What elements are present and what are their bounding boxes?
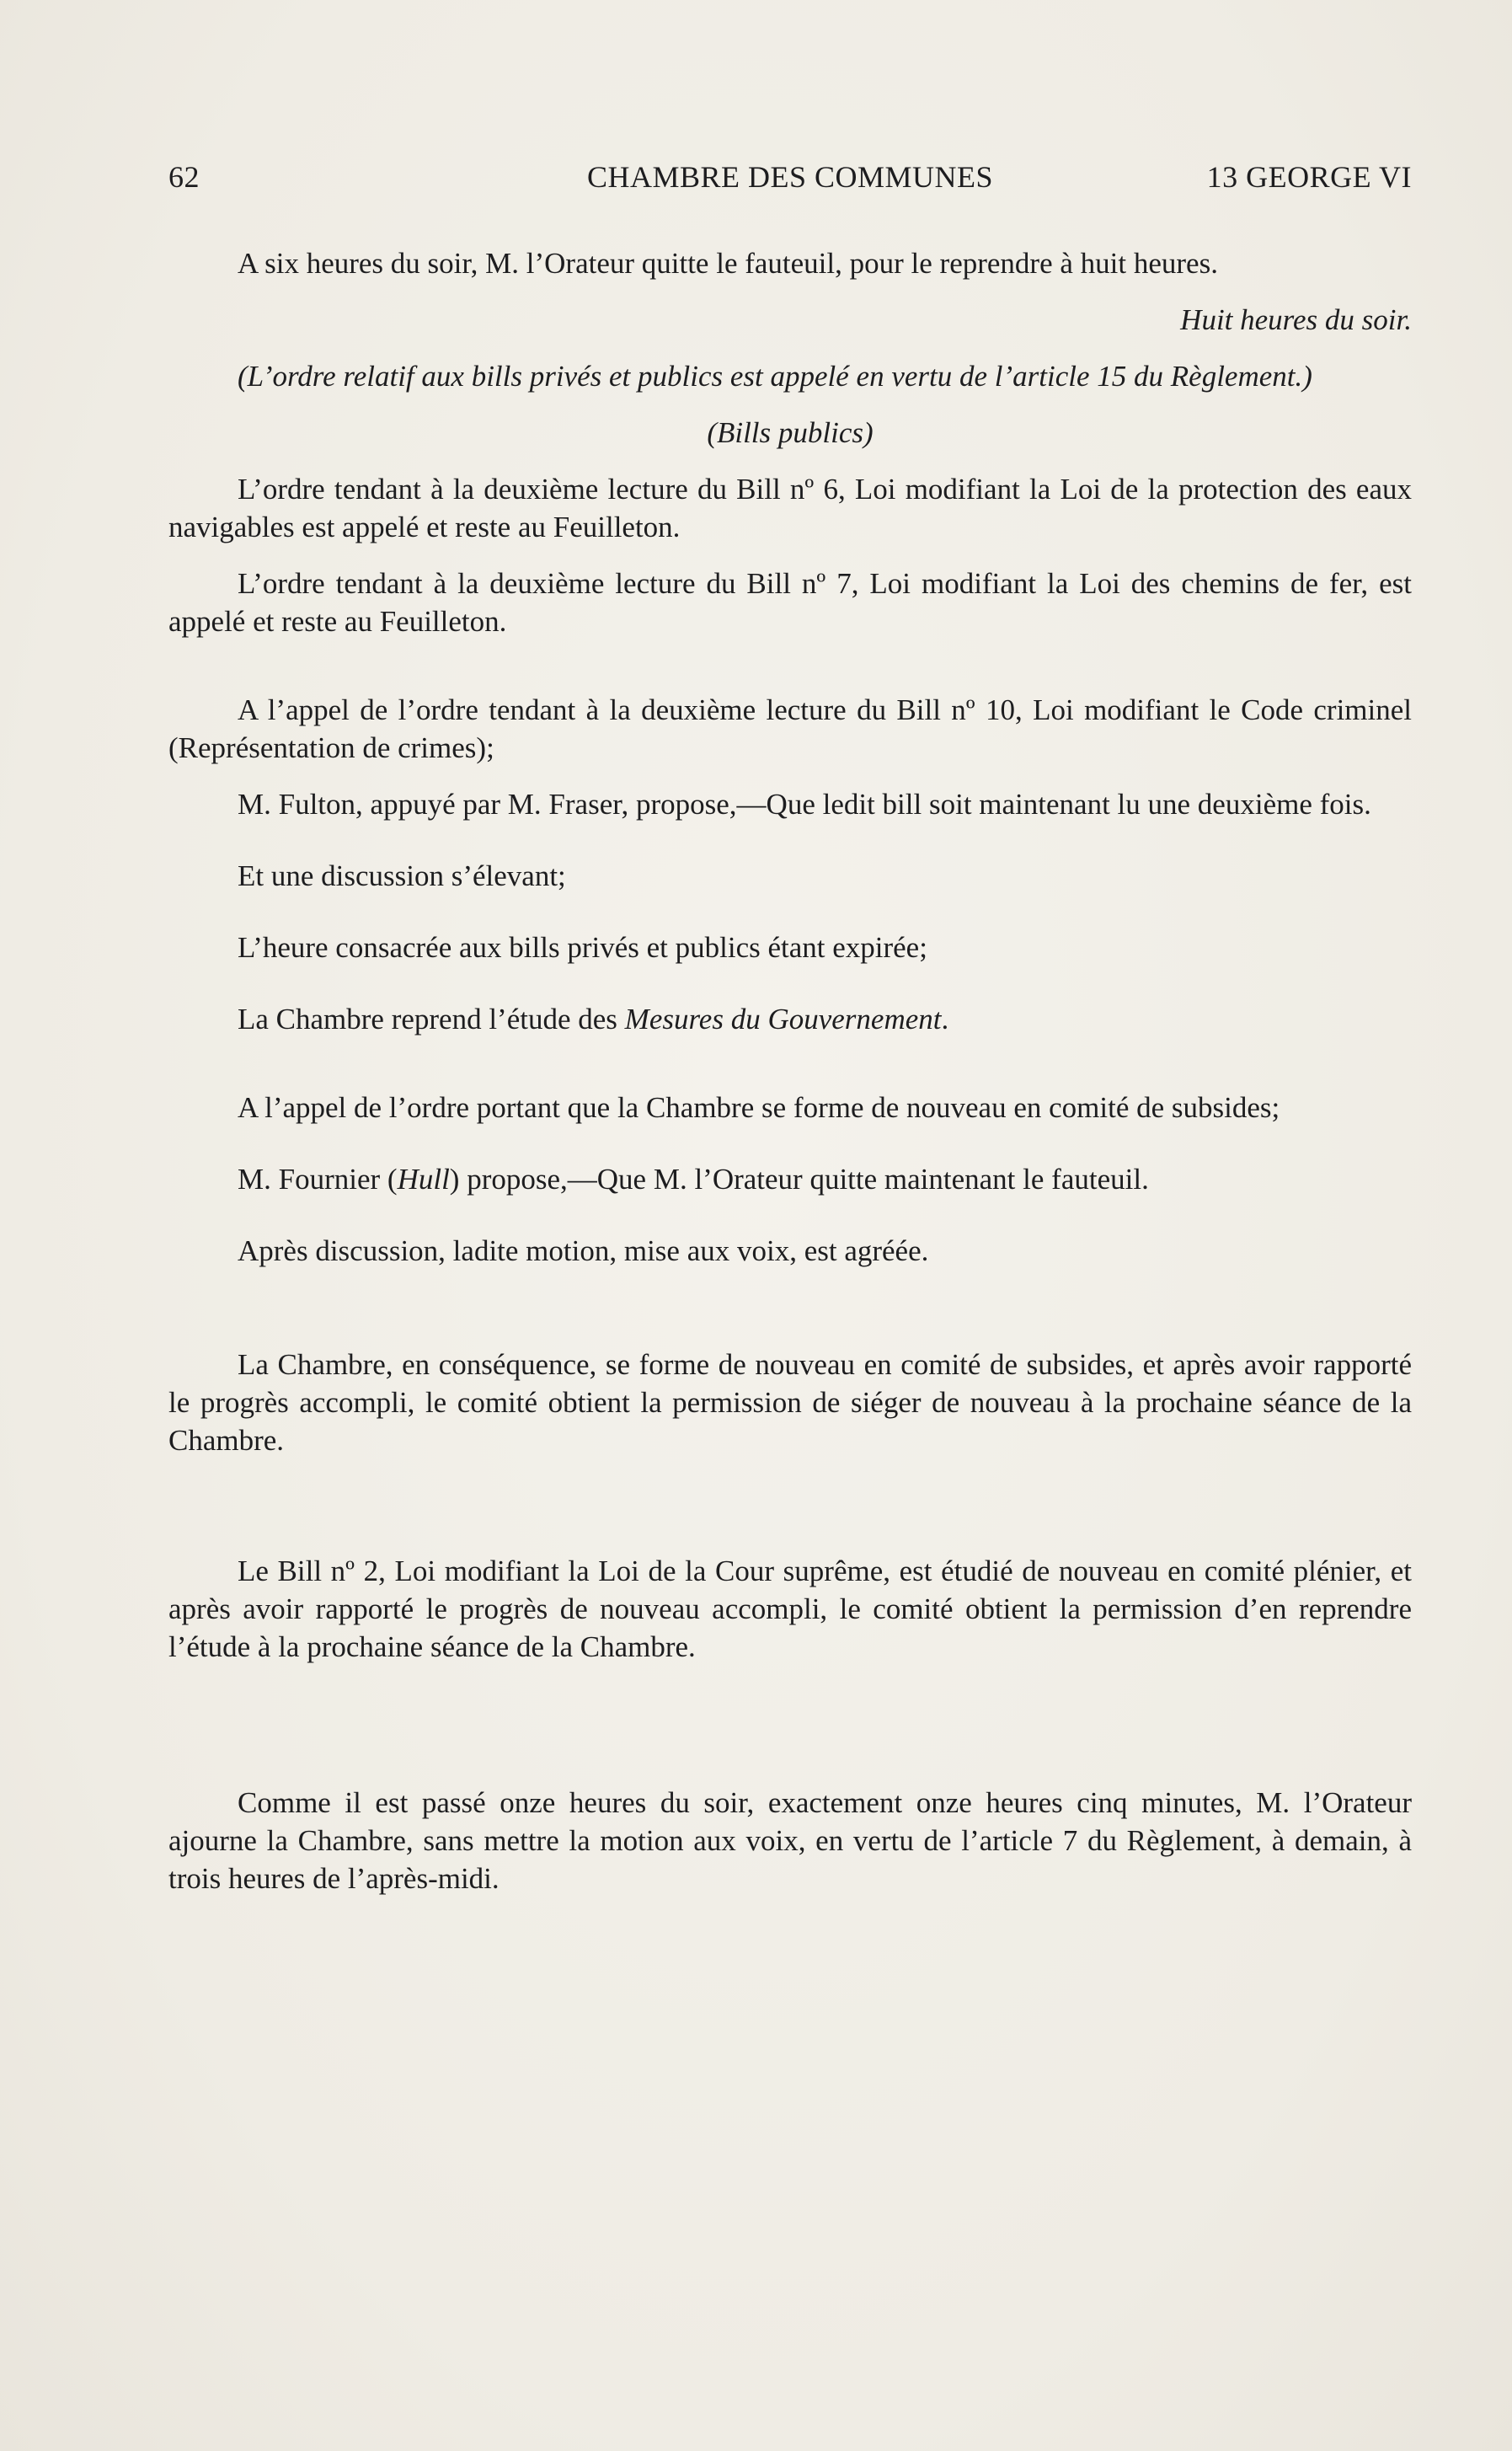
time-heading: Huit heures du soir. [1180,303,1412,336]
regnal-year: 13 GEORGE VI [1206,160,1412,194]
paragraph-supply-committee: A l’appel de l’ordre portant que la Chambre se forme de nouveau en comité de subsides; [238,1091,1280,1124]
journal-title: CHAMBRE DES COMMUNES [586,160,994,194]
order-note: (L’ordre relatif aux bills privés et publics est appelé en vertu de l’article 15 du Règlement.) [238,360,1312,393]
text-segment: La Chambre reprend l’étude des [238,1003,625,1036]
paragraph-bill-10: A l’appel de l’ordre tendant à la deuxième lecture du Bill nº 10, Loi modifiant le Code criminel (Représentation de crimes); [168,693,1412,764]
paragraph-supply-progress: La Chambre, en conséquence, se forme de nouveau en comité de subsides, et après avoir rapporté le progrès accompli, le comité obtient la permission de siéger de nouveau à la prochaine séance de la Chambre. [168,1348,1412,1457]
paragraph-adjournment-six: A six heures du soir, M. l’Orateur quitte le fauteuil, pour le reprendre à huit heures. [238,247,1218,280]
paragraph-government-measures [168,1000,1412,1038]
text-segment: ) propose,—Que M. l’Orateur quitte maintenant le fauteuil. [449,1163,1149,1196]
paragraph-motion-agreed: Après discussion, ladite motion, mise aux voix, est agréée. [238,1234,929,1267]
journal-body [168,244,1412,1897]
text-segment: . [941,1003,949,1036]
paragraph-bill-6: L’ordre tendant à la deuxième lecture du Bill nº 6, Loi modifiant la Loi de la protection des eaux navigables est appelé et reste au Feuilleton. [168,473,1412,543]
paragraph-bill-7: L’ordre tendant à la deuxième lecture du Bill nº 7, Loi modifiant la Loi des chemins de fer, est appelé et reste au Feuilleton. [168,567,1412,638]
paragraph-adjournment: Comme il est passé onze heures du soir, exactement onze heures cinq minutes, M. l’Orateur ajourne la Chambre, sans mettre la motion aux voix, en vertu de l’article 7 du Règlement, à demain, à trois heures de l’après-midi. [168,1786,1412,1895]
paragraph-fournier-motion [168,1160,1412,1198]
section-heading-bills-publics: (Bills publics) [707,416,874,449]
paragraph-hour-expired: L’heure consacrée aux bills privés et publics étant expirée; [238,931,927,964]
text-segment: M. Fournier ( [238,1163,398,1196]
italic-segment: Mesures du Gouvernement [624,1003,942,1036]
paragraph-bill-2: Le Bill nº 2, Loi modifiant la Loi de la Cour suprême, est étudié de nouveau en comité plénier, et après avoir rapporté le progrès de nouveau accompli, le comité obtient la permission d’en reprendre l’étude à la prochaine séance de la Chambre. [168,1555,1412,1663]
running-head [168,157,1412,197]
paragraph-discussion: Et une discussion s’élevant; [238,859,566,892]
italic-segment: Hull [397,1163,450,1196]
paragraph-fulton-motion: M. Fulton, appuyé par M. Fraser, propose,—Que ledit bill soit maintenant lu une deuxième fois. [238,788,1371,821]
page-number: 62 [168,160,200,194]
